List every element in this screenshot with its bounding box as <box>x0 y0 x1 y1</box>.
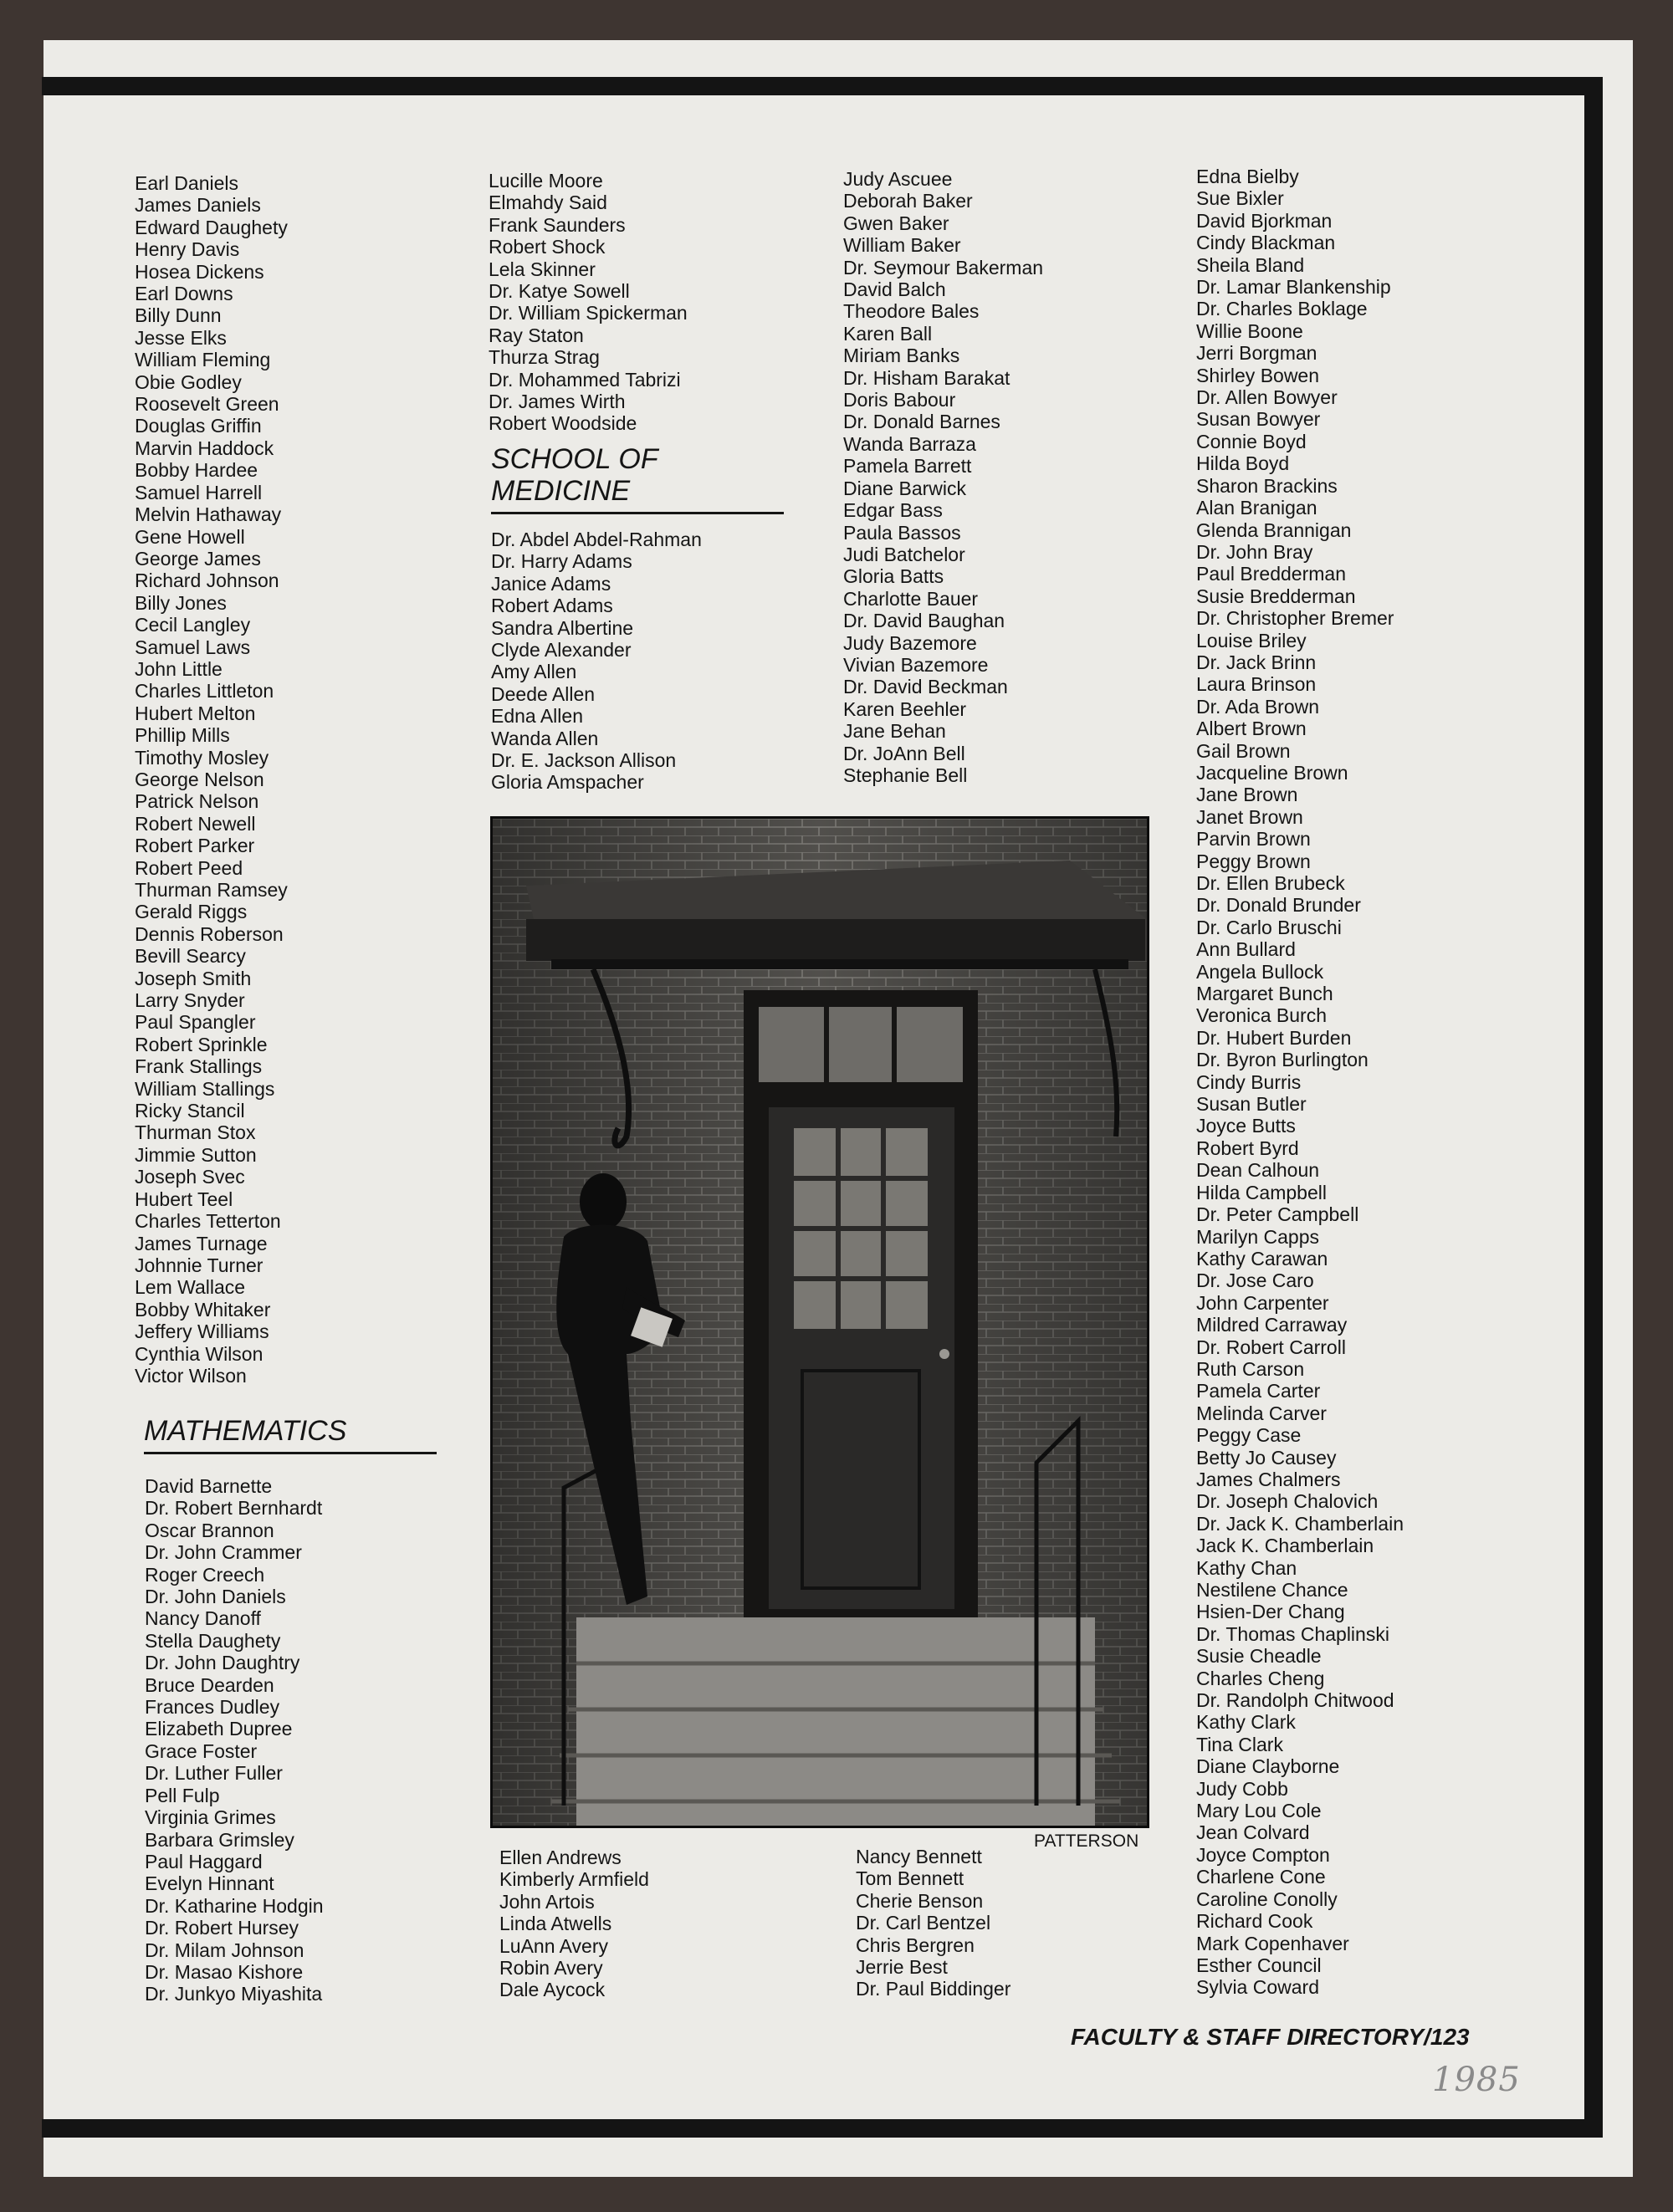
directory-entry: Earl Daniels <box>135 172 238 194</box>
directory-entry: Jeffery Williams <box>135 1321 269 1343</box>
directory-entry: Cecil Langley <box>135 614 251 636</box>
directory-entry: Hsien-Der Chang <box>1196 1601 1345 1623</box>
directory-entry: Oscar Brannon <box>145 1519 274 1541</box>
directory-entry: Dr. Hisham Barakat <box>843 366 1010 389</box>
directory-entry: Connie Boyd <box>1196 430 1307 452</box>
directory-entry: John Artois <box>499 1890 595 1913</box>
directory-entry: Mildred Carraway <box>1196 1314 1348 1336</box>
directory-entry: Samuel Harrell <box>135 481 263 503</box>
directory-entry: Deborah Baker <box>843 190 973 212</box>
directory-entry: Tina Clark <box>1196 1733 1283 1755</box>
directory-entry: Hilda Campbell <box>1196 1181 1327 1203</box>
directory-entry: Billy Jones <box>135 591 227 614</box>
directory-entry: Nancy Danoff <box>145 1607 261 1630</box>
directory-entry: Robert Shock <box>489 236 606 258</box>
column-2-top-list <box>489 170 688 435</box>
directory-entry: Thurman Stox <box>135 1121 256 1144</box>
directory-entry: Dr. Lamar Blankenship <box>1196 276 1391 299</box>
directory-entry: Richard Cook <box>1196 1910 1313 1933</box>
directory-entry: Dr. Hubert Burden <box>1196 1026 1352 1049</box>
directory-entry: Cindy Burris <box>1196 1070 1302 1093</box>
directory-entry: Lem Wallace <box>135 1276 246 1299</box>
directory-entry: Pell Fulp <box>145 1784 220 1806</box>
directory-entry: Charlotte Bauer <box>843 587 979 610</box>
directory-entry: Jerri Borgman <box>1196 342 1317 365</box>
directory-entry: Edna Bielby <box>1196 166 1299 187</box>
directory-entry: Dr. E. Jackson Allison <box>491 749 677 772</box>
directory-entry: Jimmie Sutton <box>135 1143 257 1166</box>
directory-entry: Doris Babour <box>843 389 956 411</box>
mathematics-heading: MATHEMATICS <box>144 1415 437 1454</box>
directory-entry: Dr. Robert Hursey <box>145 1917 299 1939</box>
directory-entry: Victor Wilson <box>135 1364 247 1387</box>
school-of-medicine-heading <box>491 443 784 514</box>
directory-entry: Dennis Roberson <box>135 922 284 945</box>
directory-entry: Wanda Allen <box>491 727 599 749</box>
medicine-heading-line-2: MEDICINE <box>491 475 631 507</box>
directory-entry: Esther Council <box>1196 1954 1322 1976</box>
directory-entry: Marvin Haddock <box>135 437 274 459</box>
directory-entry: William Stallings <box>135 1077 275 1100</box>
directory-entry: Dr. Masao Kishore <box>145 1960 304 1983</box>
directory-entry: Roosevelt Green <box>135 393 279 416</box>
directory-entry: Kimberly Armfield <box>499 1868 649 1891</box>
column-1-list <box>135 172 288 1387</box>
directory-entry: Dean Calhoun <box>1196 1159 1320 1182</box>
directory-entry: Dr. Thomas Chaplinski <box>1196 1622 1389 1645</box>
directory-entry: Dr. James Wirth <box>489 391 626 413</box>
directory-entry: Kathy Carawan <box>1196 1247 1328 1269</box>
directory-entry: Dr. Jose Caro <box>1196 1269 1314 1292</box>
directory-entry: James Daniels <box>135 194 261 217</box>
directory-entry: Thurza Strag <box>489 346 600 369</box>
directory-entry: Obie Godley <box>135 370 242 393</box>
directory-entry: David Barnette <box>145 1475 273 1497</box>
directory-entry: George James <box>135 547 261 570</box>
directory-entry: Ricky Stancil <box>135 1100 245 1122</box>
directory-entry: Dr. Allen Bowyer <box>1196 386 1338 409</box>
directory-entry: Joseph Smith <box>135 967 252 989</box>
directory-entry: Elmahdy Said <box>489 192 607 214</box>
directory-entry: Dr. Robert Carroll <box>1196 1336 1346 1358</box>
directory-entry: Ray Staton <box>489 324 584 346</box>
directory-entry: Henry Davis <box>135 238 240 261</box>
directory-entry: Dr. William Spickerman <box>489 302 688 324</box>
directory-entry: Dr. Junkyo Miyashita <box>145 1983 323 2005</box>
directory-entry: Patrick Nelson <box>135 790 259 813</box>
directory-entry: Virginia Grimes <box>145 1806 276 1829</box>
directory-entry: James Turnage <box>135 1232 268 1254</box>
handwritten-year: 1985 <box>1432 2061 1521 2099</box>
directory-entry: Robert Sprinkle <box>135 1033 268 1055</box>
directory-entry: Judi Batchelor <box>843 543 965 565</box>
directory-entry: Sylvia Coward <box>1196 1976 1319 1999</box>
directory-entry: Gloria Batts <box>843 565 944 588</box>
directory-entry: Frances Dudley <box>145 1696 280 1719</box>
directory-entry: Hosea Dickens <box>135 260 264 283</box>
directory-entry: Charles Cheng <box>1196 1667 1325 1689</box>
directory-entry: Mary Lou Cole <box>1196 1800 1322 1822</box>
directory-entry: Louise Briley <box>1196 629 1307 651</box>
directory-entry: Susan Bowyer <box>1196 408 1321 431</box>
directory-entry: Charles Tetterton <box>135 1210 281 1233</box>
directory-entry: Robert Byrd <box>1196 1137 1299 1159</box>
directory-entry: Betty Jo Causey <box>1196 1446 1337 1469</box>
directory-entry: Dr. Donald Brunder <box>1196 894 1361 917</box>
directory-entry: Marilyn Capps <box>1196 1225 1319 1248</box>
directory-entry: Gloria Amspacher <box>491 771 644 794</box>
directory-entry: Robert Peed <box>135 856 243 879</box>
directory-entry: Earl Downs <box>135 283 233 305</box>
directory-entry: Judy Ascuee <box>843 168 953 190</box>
directory-entry: Amy Allen <box>491 661 577 683</box>
directory-entry: Willie Boone <box>1196 319 1303 342</box>
directory-entry: Diane Clayborne <box>1196 1755 1340 1778</box>
directory-entry: Stella Daughety <box>145 1629 281 1652</box>
directory-entry: Dr. Ada Brown <box>1196 695 1320 718</box>
directory-entry: Pamela Carter <box>1196 1380 1321 1402</box>
directory-entry: David Bjorkman <box>1196 209 1333 232</box>
directory-entry: Joseph Svec <box>135 1166 245 1188</box>
directory-entry: Paul Spangler <box>135 1011 256 1034</box>
directory-entry: Dr. Mohammed Tabrizi <box>489 368 681 391</box>
directory-entry: Angela Bullock <box>1196 960 1324 983</box>
directory-entry: Clyde Alexander <box>491 639 632 662</box>
directory-entry: Richard Johnson <box>135 570 279 592</box>
directory-entry: Gail Brown <box>1196 739 1291 762</box>
directory-entry: Susie Bredderman <box>1196 585 1356 607</box>
directory-entry: Dr. Randolph Chitwood <box>1196 1689 1394 1712</box>
directory-entry: Joyce Butts <box>1196 1115 1296 1137</box>
directory-entry: Phillip Mills <box>135 724 230 747</box>
directory-entry: Albert Brown <box>1196 718 1307 740</box>
directory-entry: Ruth Carson <box>1196 1357 1305 1380</box>
directory-entry: Vivian Bazemore <box>843 653 989 676</box>
column-3-bottom-list <box>856 1846 1010 2000</box>
directory-entry: Jane Behan <box>843 720 946 743</box>
directory-entry: Frank Stallings <box>135 1055 263 1078</box>
directory-entry: William Fleming <box>135 349 271 371</box>
directory-entry: Charles Littleton <box>135 680 274 702</box>
directory-entry: Jesse Elks <box>135 326 227 349</box>
directory-entry: Joyce Compton <box>1196 1843 1330 1866</box>
directory-entry: Wanda Barraza <box>843 432 976 455</box>
directory-entry: Karen Ball <box>843 322 933 345</box>
directory-entry: Hilda Boyd <box>1196 452 1290 475</box>
directory-entry: Dr. Christopher Bremer <box>1196 607 1394 630</box>
directory-entry: Miriam Banks <box>843 345 960 367</box>
directory-entry: Larry Snyder <box>135 989 245 1012</box>
mathematics-list <box>145 1475 324 2005</box>
directory-entry: Cherie Benson <box>856 1889 984 1912</box>
directory-entry: Robert Adams <box>491 595 613 617</box>
column-4-list <box>1196 166 1404 1999</box>
directory-entry: Judy Cobb <box>1196 1777 1288 1800</box>
directory-entry: Billy Dunn <box>135 304 222 327</box>
directory-entry: Douglas Griffin <box>135 415 262 437</box>
directory-entry: Jacqueline Brown <box>1196 761 1348 784</box>
directory-entry: Dr. John Bray <box>1196 540 1313 563</box>
directory-entry: Sharon Brackins <box>1196 474 1338 497</box>
directory-entry: Chris Bergren <box>856 1934 975 1956</box>
directory-entry: Janice Adams <box>491 572 611 595</box>
directory-entry: Tom Bennett <box>856 1867 964 1890</box>
directory-entry: Linda Atwells <box>499 1913 612 1935</box>
directory-entry: Susie Cheadle <box>1196 1645 1322 1668</box>
directory-entry: Barbara Grimsley <box>145 1828 294 1851</box>
directory-entry: Stephanie Bell <box>843 764 968 786</box>
medicine-heading-line-1: SCHOOL OF <box>491 443 658 475</box>
directory-entry: Dr. Katharine Hodgin <box>145 1894 324 1917</box>
directory-entry: Timothy Mosley <box>135 746 269 769</box>
directory-entry: Jane Brown <box>1196 784 1298 806</box>
directory-entry: Dr. Carl Bentzel <box>856 1912 991 1934</box>
directory-entry: Frank Saunders <box>489 213 626 236</box>
directory-entry: Dr. Robert Bernhardt <box>145 1497 323 1520</box>
directory-entry: Dr. David Beckman <box>843 676 1008 698</box>
directory-entry: Dr. Luther Fuller <box>145 1762 283 1785</box>
directory-entry: Charlene Cone <box>1196 1866 1326 1888</box>
directory-entry: Melvin Hathaway <box>135 503 282 526</box>
directory-entry: Veronica Burch <box>1196 1004 1327 1027</box>
directory-entry: Dr. Paul Biddinger <box>856 1978 1011 2000</box>
medicine-list <box>491 529 702 794</box>
directory-entry: Melinda Carver <box>1196 1402 1327 1424</box>
directory-entry: Paul Bredderman <box>1196 563 1346 585</box>
directory-entry: Karen Beehler <box>843 697 967 720</box>
bottom-border-bar <box>42 2119 1599 2138</box>
directory-entry: Robin Avery <box>499 1957 603 1980</box>
directory-entry: Dr. Jack K. Chamberlain <box>1196 1512 1404 1535</box>
directory-entry: Bevill Searcy <box>135 945 246 968</box>
directory-entry: Dr. Abdel Abdel-Rahman <box>491 529 702 550</box>
column-2-bottom-list <box>499 1847 649 2001</box>
directory-entry: Alan Branigan <box>1196 497 1317 519</box>
directory-entry: Nancy Bennett <box>856 1846 982 1867</box>
directory-entry: David Balch <box>843 278 946 301</box>
directory-entry: Peggy Case <box>1196 1424 1302 1447</box>
directory-entry: Johnnie Turner <box>135 1254 263 1276</box>
directory-entry: Dr. David Baughan <box>843 610 1005 632</box>
directory-entry: Sandra Albertine <box>491 616 634 639</box>
directory-entry: George Nelson <box>135 768 264 790</box>
directory-entry: Gerald Riggs <box>135 901 248 923</box>
photo-building-entrance <box>490 816 1149 1828</box>
directory-entry: Margaret Bunch <box>1196 983 1333 1005</box>
directory-entry: William Baker <box>843 234 961 257</box>
directory-entry: Susan Butler <box>1196 1093 1307 1116</box>
directory-entry: Dr. Milam Johnson <box>145 1939 304 1961</box>
directory-entry: Dr. John Crammer <box>145 1541 302 1564</box>
directory-entry: Peggy Brown <box>1196 850 1311 872</box>
directory-entry: Cynthia Wilson <box>135 1342 263 1365</box>
directory-entry: Robert Parker <box>135 835 255 857</box>
directory-entry: Janet Brown <box>1196 805 1303 828</box>
directory-entry: Dr. Byron Burlington <box>1196 1049 1369 1071</box>
directory-entry: Hubert Melton <box>135 702 256 724</box>
directory-entry: Dr. Jack Brinn <box>1196 651 1317 673</box>
directory-entry: Robert Newell <box>135 812 256 835</box>
directory-entry: Roger Creech <box>145 1563 265 1586</box>
directory-entry: Lucille Moore <box>489 170 603 192</box>
right-border-bar <box>1584 77 1603 2138</box>
directory-entry: Bobby Whitaker <box>135 1298 271 1321</box>
directory-entry: John Little <box>135 657 223 680</box>
page-footer-label: FACULTY & STAFF DIRECTORY/123 <box>1071 2024 1470 2050</box>
directory-entry: Deede Allen <box>491 682 596 705</box>
directory-entry: Robert Woodside <box>489 412 637 435</box>
directory-entry: Dale Aycock <box>499 1979 606 2001</box>
directory-entry: Elizabeth Dupree <box>145 1718 293 1740</box>
directory-entry: Paul Haggard <box>145 1850 263 1872</box>
directory-entry: Theodore Bales <box>843 300 980 323</box>
directory-entry: Bruce Dearden <box>145 1673 274 1696</box>
directory-entry: Mark Copenhaver <box>1196 1932 1349 1954</box>
directory-entry: Dr. Carlo Bruschi <box>1196 916 1342 938</box>
directory-entry: Pamela Barrett <box>843 455 972 478</box>
directory-entry: Jack K. Chamberlain <box>1196 1535 1374 1557</box>
directory-entry: Laura Brinson <box>1196 673 1317 696</box>
directory-entry: Hubert Teel <box>135 1188 233 1210</box>
directory-entry: Parvin Brown <box>1196 828 1311 851</box>
directory-entry: Caroline Conolly <box>1196 1888 1338 1910</box>
directory-entry: Gene Howell <box>135 525 245 548</box>
directory-entry: Lela Skinner <box>489 258 596 280</box>
directory-entry: Edgar Bass <box>843 499 943 522</box>
directory-entry: Edna Allen <box>491 705 583 728</box>
directory-entry: Samuel Laws <box>135 636 251 658</box>
directory-entry: Dr. Donald Barnes <box>843 411 1000 433</box>
directory-entry: Cindy Blackman <box>1196 232 1336 254</box>
top-border-bar <box>42 77 1599 95</box>
directory-entry: Sue Bixler <box>1196 187 1284 210</box>
directory-entry: Jerrie Best <box>856 1956 948 1979</box>
directory-entry: Gwen Baker <box>843 212 949 234</box>
directory-entry: LuAnn Avery <box>499 1934 609 1957</box>
directory-entry: Jean Colvard <box>1196 1821 1310 1844</box>
directory-entry: Dr. Seymour Bakerman <box>843 256 1044 278</box>
directory-entry: Dr. Harry Adams <box>491 550 632 573</box>
directory-entry: Evelyn Hinnant <box>145 1872 274 1895</box>
directory-entry: Dr. Ellen Brubeck <box>1196 872 1345 894</box>
directory-entry: Dr. Katye Sowell <box>489 280 630 303</box>
directory-entry: Dr. John Daughtry <box>145 1652 300 1674</box>
directory-entry: Dr. Charles Boklage <box>1196 298 1368 320</box>
directory-entry: Paula Bassos <box>843 521 961 544</box>
directory-entry: James Chalmers <box>1196 1468 1341 1490</box>
directory-entry: Dr. John Daniels <box>145 1586 286 1608</box>
directory-entry: Glenda Brannigan <box>1196 519 1352 541</box>
directory-entry: Dr. Peter Campbell <box>1196 1203 1359 1226</box>
column-3-top-list <box>843 168 1043 786</box>
directory-entry: Dr. Joseph Chalovich <box>1196 1490 1379 1513</box>
directory-entry: Kathy Chan <box>1196 1556 1297 1579</box>
directory-entry: Dr. JoAnn Bell <box>843 742 965 764</box>
directory-entry: Judy Bazemore <box>843 631 977 654</box>
directory-entry: Diane Barwick <box>843 477 966 499</box>
photo-credit: PATTERSON <box>1034 1831 1139 1851</box>
directory-entry: Grace Foster <box>145 1739 258 1762</box>
directory-entry: Nestilene Chance <box>1196 1579 1348 1601</box>
directory-entry: Sheila Bland <box>1196 253 1305 276</box>
directory-entry: Thurman Ramsey <box>135 879 288 901</box>
directory-entry: Kathy Clark <box>1196 1711 1296 1734</box>
directory-entry: Shirley Bowen <box>1196 364 1320 386</box>
directory-entry: Ellen Andrews <box>499 1847 622 1868</box>
directory-entry: Bobby Hardee <box>135 459 258 482</box>
directory-entry: Ann Bullard <box>1196 938 1296 961</box>
directory-entry: Edward Daughety <box>135 216 288 238</box>
directory-entry: John Carpenter <box>1196 1291 1329 1314</box>
